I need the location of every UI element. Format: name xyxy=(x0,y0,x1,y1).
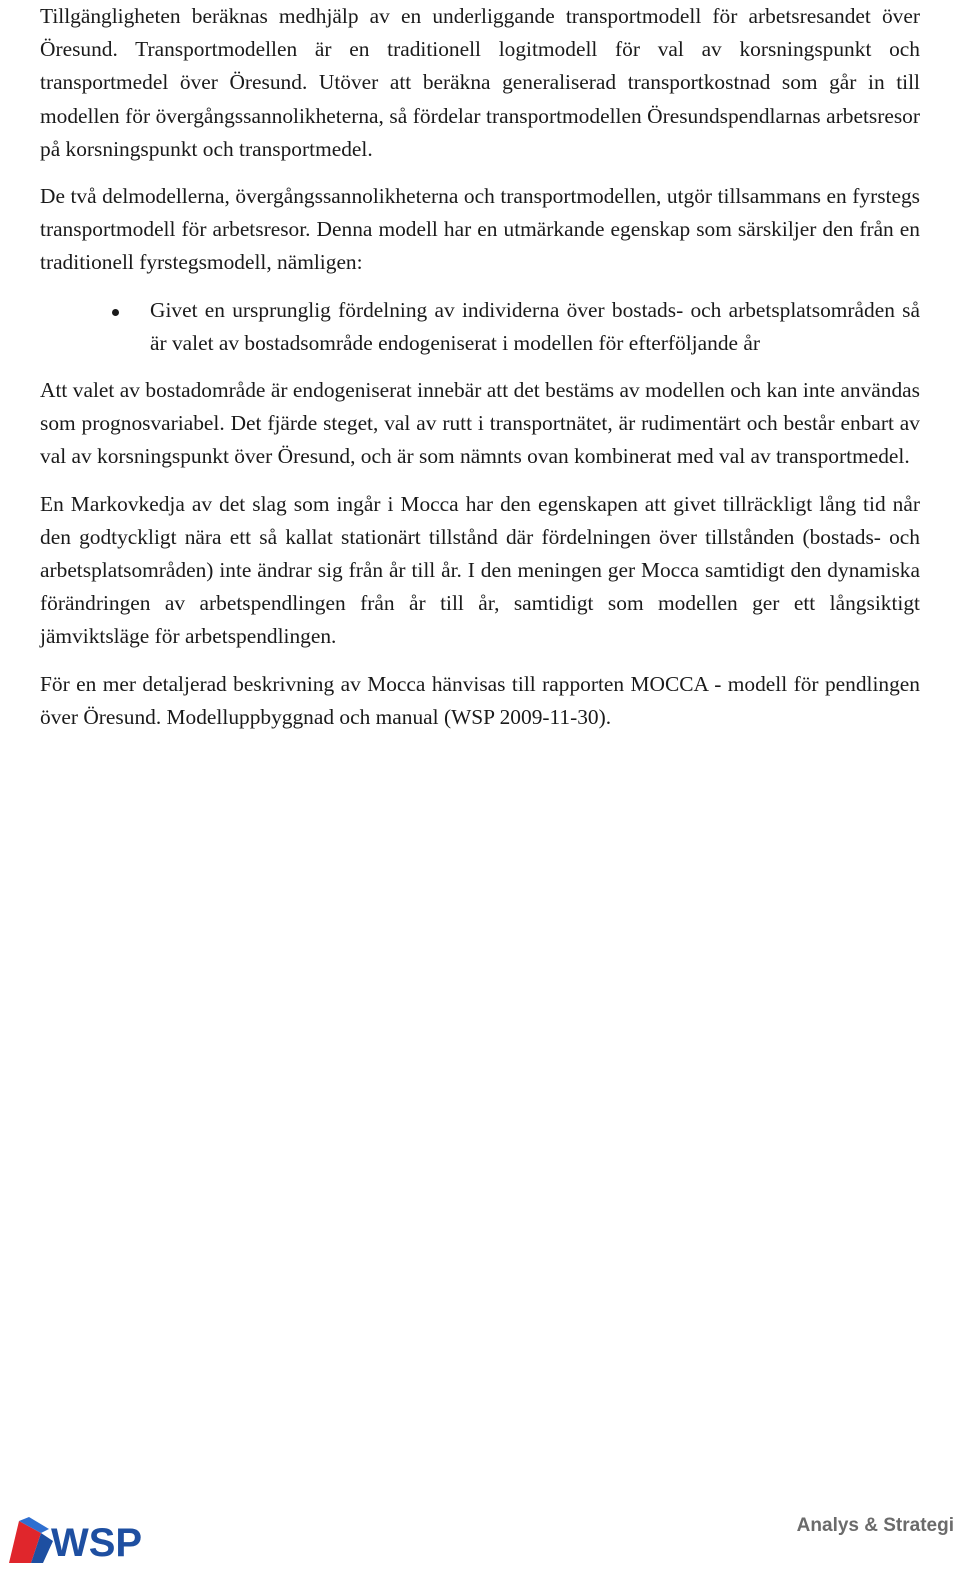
bullet-dot-icon xyxy=(112,309,119,316)
wsp-logo xyxy=(5,1511,165,1567)
paragraph-markovkedja: En Markovkedja av det slag som ingår i Mocca har den egenskapen att givet tillräckligt lång tid når den godtyckligt nära ett så kallat stationärt tillstånd där fördelningen över tillstånden (bostads- och arbetsplatsområden) inte ändrar sig från år till år. I den meningen ger Mocca samtidigt den dynamiska förändringen av arbetspendlingen från år till år, samtidigt som modellen ger ett långsiktigt jämviktsläge för arbetspendlingen. xyxy=(40,491,920,649)
bullet-list xyxy=(40,294,920,360)
list-item xyxy=(40,294,920,360)
paragraph-hanvisning: För en mer detaljerad beskrivning av Mocca hänvisas till rapporten MOCCA - modell för pendlingen över Öresund. Modelluppbyggnad och manual (WSP 2009-11-30). xyxy=(40,671,920,729)
page-footer xyxy=(0,1505,960,1577)
list-item-text: Givet en ursprunglig fördelning av individerna över bostads- och arbetsplatsområden så är valet av bostadsområde endogeniserat i modellen för efterföljande år xyxy=(150,297,920,355)
paragraph-delmodellerna: De två delmodellerna, övergångssannolikheterna och transportmodellen, utgör tillsammans en fyrstegs transportmodell för arbetsresor. Denna modell har en utmärkande egenskap som särskiljer den från en traditionell fyrstegsmodell, nämligen: xyxy=(40,184,920,275)
paragraph-bostadomrade: Att valet av bostadområde är endogeniserat innebär att det bestäms av modellen och kan inte användas som prognosvariabel. Det fjärde steget, val av rutt i transportnätet, är rudimentärt och består enbart av val av korsningspunkt över Öresund, och är som nämnts ovan kombinerat med val av transportmedel. xyxy=(40,378,920,469)
footer-division-label: Analys & Strategi xyxy=(796,1515,954,1536)
logo-text: WSP xyxy=(51,1521,143,1565)
paragraph-tillganglighet: Tillgängligheten beräknas medhjälp av en underliggande transportmodell för arbetsresandet över Öresund. Transportmodellen är en traditionell logitmodell för val av korsningspunkt och transportmedel över Öresund. Utöver att beräkna generaliserad transportkostnad som går in till modellen för övergångssannolikheterna, så fördelar transportmodellen Öresundspendlarnas arbetsresor på korsningspunkt och transportmedel. xyxy=(40,4,920,161)
document-body xyxy=(40,0,920,748)
